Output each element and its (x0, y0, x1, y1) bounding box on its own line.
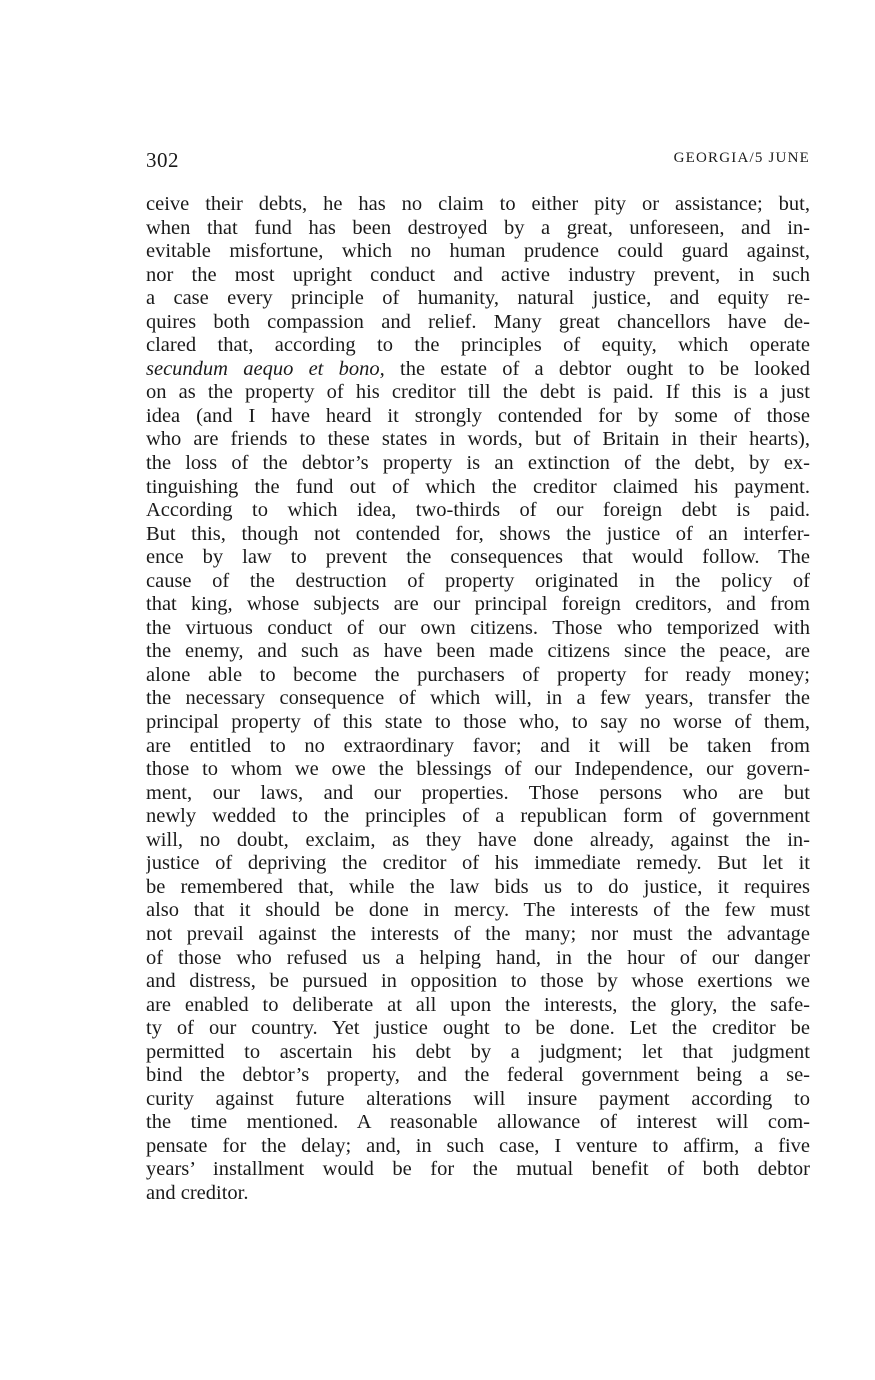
text-line: newly wedded to the principles of a republican form of government (146, 805, 810, 828)
text-line: bind the debtor’s property, and the federal government being a se- (146, 1064, 810, 1087)
text-line: idea (and I have heard it strongly contended for by some of those (146, 404, 810, 427)
text-line: will, no doubt, exclaim, as they have done already, against the in- (146, 828, 810, 851)
text-line: the necessary consequence of which will, in a few years, transfer the (146, 687, 810, 710)
text-line: on as the property of his creditor till the debt is paid. If this is a just (146, 381, 810, 404)
text-line: the virtuous conduct of our own citizens. Those who temporized with (146, 616, 810, 639)
text-line: ence by law to prevent the consequences that would follow. The (146, 546, 810, 569)
text-line: the time mentioned. A reasonable allowance of interest will com- (146, 1111, 810, 1134)
text-line: permitted to ascertain his debt by a judgment; let that judgment (146, 1040, 810, 1063)
text-line: and distress, be pursued in opposition to those by whose exertions we (146, 970, 810, 993)
italic-phrase: secundum aequo et bono, (146, 357, 385, 380)
text-line: be remembered that, while the law bids us to do justice, it requires (146, 875, 810, 898)
page-header (146, 148, 810, 176)
text-line: pensate for the delay; and, in such case, I venture to affirm, a five (146, 1134, 810, 1157)
text-line: tinguishing the fund out of which the creditor claimed his payment. (146, 475, 810, 498)
body-text (146, 193, 810, 1206)
text-line: nor the most upright conduct and active industry prevent, in such (146, 263, 810, 286)
text-line-with-italic (146, 358, 810, 382)
text-line-rest: the estate of a debtor ought to be looked (384, 357, 810, 380)
text-line: quires both compassion and relief. Many great chancellors have de- (146, 310, 810, 333)
text-line: those to whom we owe the blessings of our Independence, our govern- (146, 758, 810, 781)
running-head: GEORGIA/5 JUNE (673, 150, 810, 166)
text-line: of those who refused us a helping hand, in the hour of our danger (146, 946, 810, 969)
text-line: that king, whose subjects are our principal foreign creditors, and from (146, 593, 810, 616)
text-line: the enemy, and such as have been made citizens since the peace, are (146, 640, 810, 663)
text-line: justice of depriving the creditor of his immediate remedy. But let it (146, 852, 810, 875)
text-line: curity against future alterations will insure payment according to (146, 1087, 810, 1110)
text-line: ment, our laws, and our properties. Those persons who are but (146, 781, 810, 804)
text-line: principal property of this state to those who, to say no worse of them, (146, 711, 810, 734)
text-line: not prevail against the interests of the many; nor must the advantage (146, 922, 810, 945)
page-number: 302 (146, 148, 179, 172)
text-line: are enabled to deliberate at all upon the interests, the glory, the safe- (146, 993, 810, 1016)
text-line: According to which idea, two-thirds of our foreign debt is paid. (146, 499, 810, 522)
text-line-last: and creditor. (146, 1181, 249, 1204)
text-line: alone able to become the purchasers of property for ready money; (146, 663, 810, 686)
text-line: the loss of the debtor’s property is an extinction of the debt, by ex- (146, 452, 810, 475)
text-line: are entitled to no extraordinary favor; and it will be taken from (146, 734, 810, 757)
text-line: clared that, according to the principles of equity, which operate (146, 334, 810, 357)
text-line: who are friends to these states in words, but of Britain in their hearts), (146, 428, 810, 451)
text-line: But this, though not contended for, shows the justice of an interfer- (146, 522, 810, 545)
text-line: ceive their debts, he has no claim to either pity or assistance; but, (146, 193, 810, 215)
text-line: evitable misfortune, which no human prudence could guard against, (146, 240, 810, 263)
text-line: years’ installment would be for the mutual benefit of both debtor (146, 1158, 810, 1181)
text-line: a case every principle of humanity, natural justice, and equity re- (146, 287, 810, 310)
text-line: cause of the destruction of property originated in the policy of (146, 569, 810, 592)
text-line: also that it should be done in mercy. The interests of the few must (146, 899, 810, 922)
text-line: ty of our country. Yet justice ought to be done. Let the creditor be (146, 1017, 810, 1040)
text-line: when that fund has been destroyed by a great, unforeseen, and in- (146, 216, 810, 239)
